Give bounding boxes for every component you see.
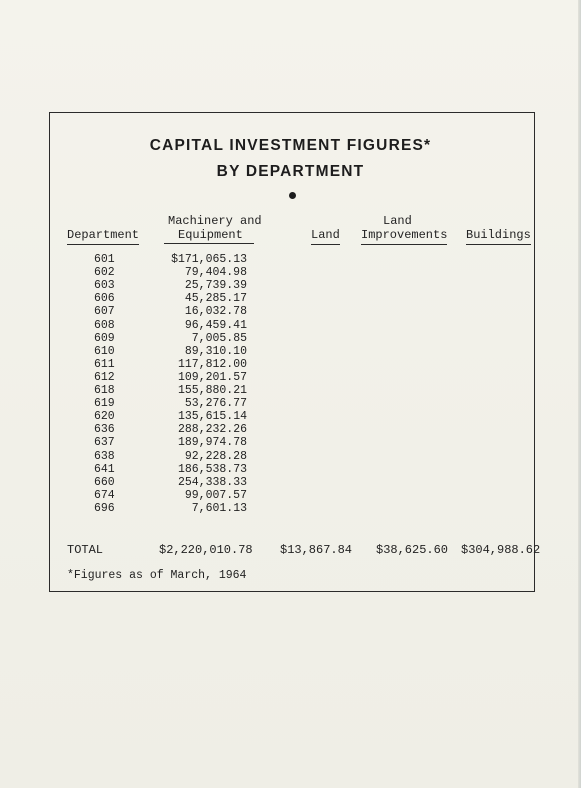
machinery-amount: 89,310.10 [184, 344, 247, 358]
machinery-amount: 186,538.73 [177, 462, 247, 476]
machinery-amount: 96,459.41 [184, 318, 247, 332]
department-number: 674 [94, 488, 115, 502]
machinery-amount: 189,974.78 [177, 436, 247, 450]
machinery-amount: 16,032.78 [184, 305, 247, 319]
department-number: 606 [94, 292, 115, 306]
department-number: 612 [94, 370, 115, 384]
header-department: Department [67, 228, 139, 245]
table-frame [49, 112, 535, 592]
department-number: 601 [94, 253, 115, 266]
header-land-improvements-line-2: Improvements [361, 228, 447, 245]
total-land: $13,867.84 [280, 543, 353, 557]
department-number: 608 [94, 318, 115, 332]
department-number: 602 [94, 266, 115, 280]
header-machinery-rule [164, 243, 254, 244]
department-number: 641 [94, 462, 115, 476]
total-buildings: $304,988.62 [461, 543, 541, 557]
machinery-amount: 45,285.17 [184, 292, 247, 306]
machinery-amount: 117,812.00 [177, 357, 247, 371]
department-number: 603 [94, 279, 115, 293]
machinery-amount: 53,276.77 [184, 397, 247, 411]
machinery-amount: 7,005.85 [191, 331, 247, 345]
department-number: 611 [94, 357, 115, 371]
machinery-amount: 254,338.33 [177, 475, 247, 489]
machinery-amount: 99,007.57 [184, 488, 247, 502]
department-number: 609 [94, 331, 115, 345]
department-number: 618 [94, 384, 115, 397]
header-land: Land [311, 228, 340, 245]
department-number: 619 [94, 397, 115, 411]
header-machinery-line-2: Equipment [178, 228, 243, 242]
header-buildings: Buildings [466, 228, 531, 245]
header-machinery-line-1: Machinery and [168, 214, 262, 228]
department-number: 637 [94, 436, 115, 450]
machinery-amount: $171,065.13 [171, 253, 247, 266]
machinery-amount: 288,232.26 [177, 423, 247, 437]
header-land-improvements-line-1: Land [383, 214, 412, 228]
total-label: TOTAL [67, 543, 104, 557]
machinery-amount: 7,601.13 [191, 501, 247, 515]
total-land-improvements: $38,625.60 [376, 543, 449, 557]
machinery-amount: 79,404.98 [184, 266, 247, 280]
department-number: 660 [94, 475, 115, 489]
department-number: 607 [94, 305, 115, 319]
bullet-dot [289, 192, 296, 199]
department-number: 620 [94, 410, 115, 424]
footnote: *Figures as of March, 1964 [67, 569, 247, 582]
machinery-amount: 109,201.57 [177, 370, 247, 384]
department-number: 636 [94, 423, 115, 437]
machinery-amount: 155,880.21 [177, 384, 247, 397]
department-number: 638 [94, 449, 115, 463]
total-machinery: $2,220,010.78 [159, 543, 253, 557]
title-line-1: CAPITAL INVESTMENT FIGURES* [149, 137, 432, 154]
department-number: 610 [94, 344, 115, 358]
title-line-2: BY DEPARTMENT [216, 163, 365, 180]
machinery-amount: 92,228.28 [184, 449, 247, 463]
machinery-amount: 135,615.14 [177, 410, 247, 424]
machinery-amount: 25,739.39 [184, 279, 247, 293]
department-number: 696 [94, 501, 115, 515]
